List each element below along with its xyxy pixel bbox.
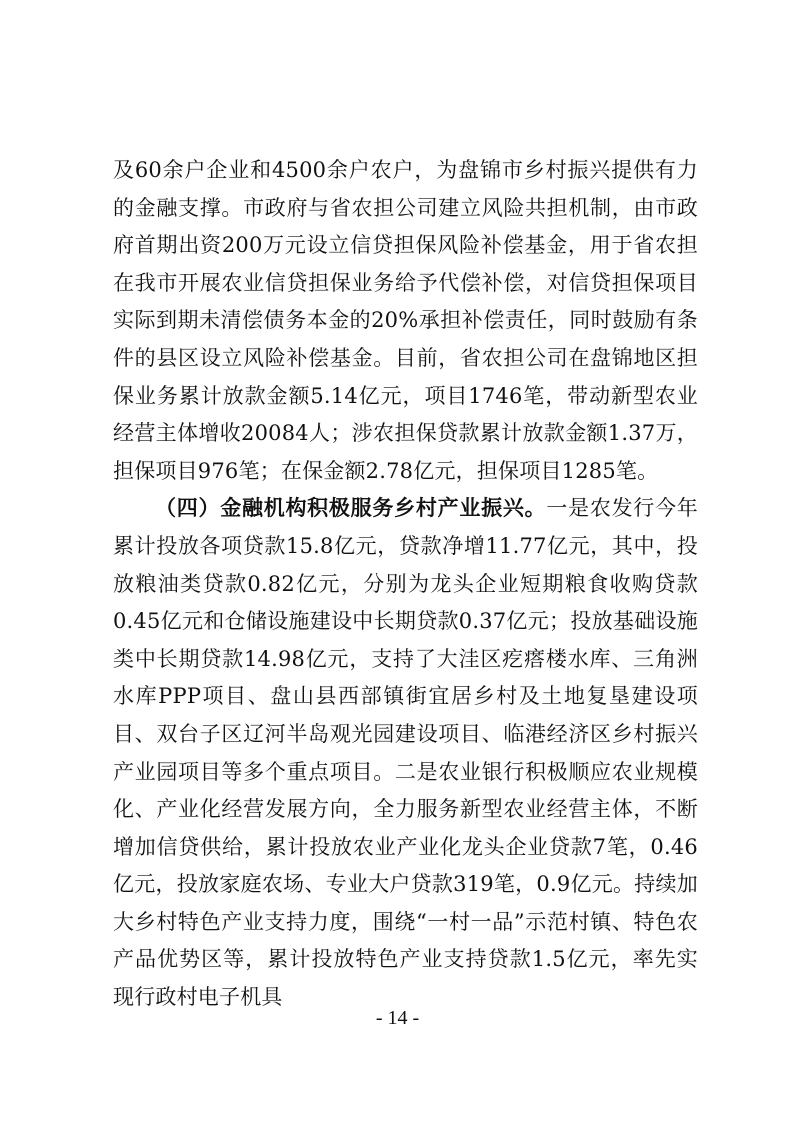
body-text — [113, 152, 698, 1017]
page-number: - 14 - — [375, 1007, 420, 1029]
section-heading: （四）金融机构积极服务乡村产业振兴。 — [155, 496, 547, 521]
paragraph-guarantee-funding: 及60余户企业和4500余户农户，为盘锦市乡村振兴提供有力的金融支撑。市政府与省农担公司建立风险共担机制，由市政府首期出资200万元设立信贷担保风险补偿基金，用于省农担在我市开展农业信贷担保业务给予代偿补偿，对信贷担保项目实际到期未清偿债务本金的20%承担补偿责任，同时鼓励有条件的县区设立风险补偿基金。目前，省农担公司在盘锦地区担保业务累计放款金额5.14亿元，项目1746笔，带动新型农业经营主体增收20084人；涉农担保贷款累计放款金额1.37万，担保项目976笔；在保金额2.78亿元，担保项目1285笔。 — [113, 158, 698, 483]
paragraph-financial-institutions — [113, 490, 698, 1016]
paragraph-financial-institutions-body: 一是农发行今年累计投放各项贷款15.8亿元，贷款净增11.77亿元，其中，投放粮油类贷款0.82亿元，分别为龙头企业短期粮食收购贷款0.45亿元和仓储设施建设中长期贷款0.37亿元；投放基础设施类中长期贷款14.98亿元，支持了大洼区疙瘩楼水库、三角洲水库PPP项目、盘山县西部镇街宜居乡村及土地复垦建设项目、双台子区辽河半岛观光园建设项目、临港经济区乡村振兴产业园项目等多个重点项目。二是农业银行积极顺应农业规模化、产业化经营发展方向，全力服务新型农业经营主体，不断增加信贷供给，累计投放农业产业化龙头企业贷款7笔，0.46亿元，投放家庭农场、专业大户贷款319笔，0.9亿元。持续加大乡村特色产业支持力度，围绕“一村一品”示范村镇、特色农产品优势区等，累计投放特色产业支持贷款1.5亿元，率先实现行政村电子机具 — [113, 496, 698, 1010]
